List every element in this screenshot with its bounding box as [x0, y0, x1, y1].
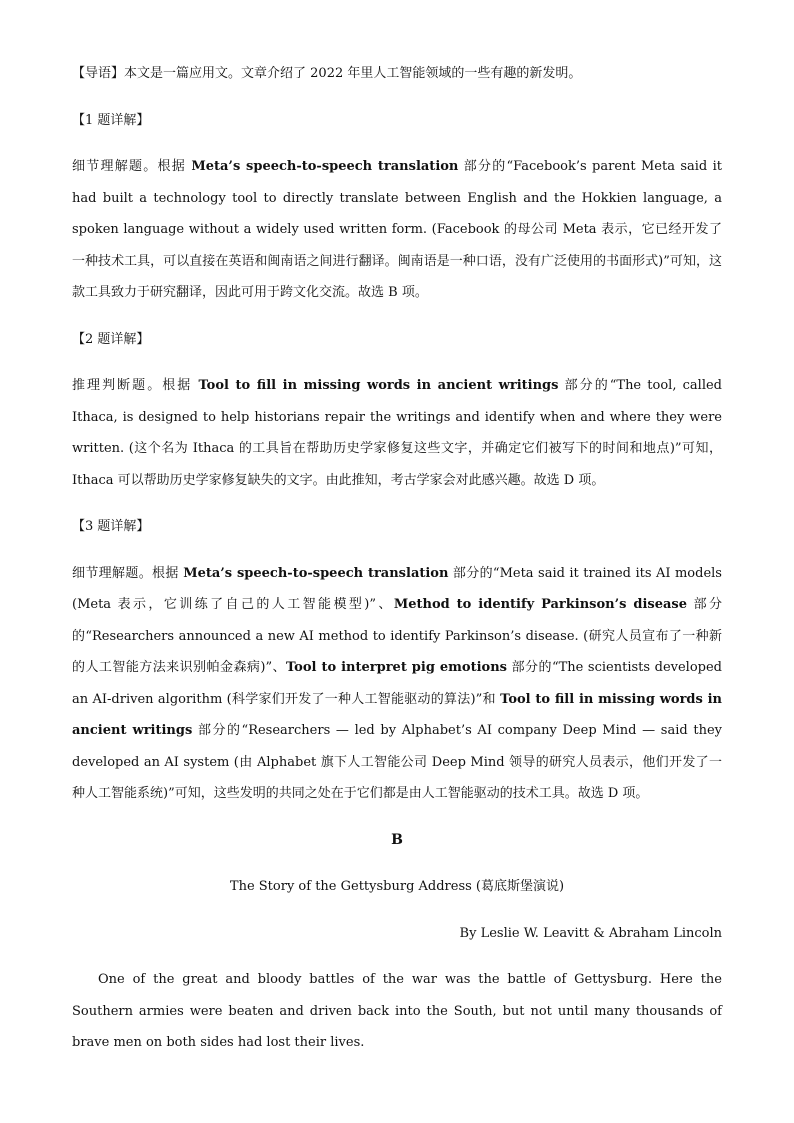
passage-paragraph: One of the great and bloody battles of the war was the battle of Gettysburg. Here the Southern armies were beaten and driven back into the South, but not until many thousands of brave men on both sides had lost their lives. [72, 972, 722, 1050]
q3-text: 部分的“Researchers announced a new AI method to identify Parkinson’s disease. (研究人员宣布了一种新的人工智能方法来识别帕金森病)”、 [72, 597, 722, 675]
intro-text: 本文是一篇应用文。文章介绍了 2022 年里人工智能领域的一些有趣的新发明。 [124, 66, 582, 81]
q3-text: 细节理解题。根据 [72, 565, 184, 581]
q2-heading: 【2 题详解】 [72, 331, 150, 347]
q2-text: 推理判断题。根据 [72, 378, 199, 393]
q3-text: 部分的“Researchers — led by Alphabet’s AI company Deep Mind — said they developed an AI system (由 Alphabet 旗下人工智能公司 Deep Mind 领导的研究人员表示，他们开发了一种人工智能系统)”可知，这些发明的共同之处在于它们都是由人工智能驱动的技术工具。故选 D 项。 [72, 723, 722, 801]
q1-explanation [72, 151, 722, 309]
q3-section-name: Tool to interpret pig emotions [286, 660, 507, 675]
section-letter: B [391, 831, 403, 848]
q1-section-name: Meta’s speech-to-speech translation [191, 159, 459, 174]
passage-byline: By Leslie W. Leavitt & Abraham Lincoln [459, 925, 722, 941]
q1-text: 细节理解题。根据 [72, 159, 192, 174]
q3-section-name: Method to identify Parkinson’s disease [393, 597, 688, 612]
q3-text: 部分的“The scientists developed an AI-driven algorithm (科学家们开发了一种人工智能驱动的算法)”和 [72, 660, 723, 707]
q3-text: 部分的“Meta said it trained its AI models (Meta 表示，它训练了自己的人工智能模型)”、 [72, 565, 722, 612]
passage-title: The Story of the Gettysburg Address (葛底斯堡演说) [229, 879, 565, 894]
document-page [72, 58, 722, 1059]
intro-label: 【导语】 [72, 66, 125, 81]
q3-explanation [72, 558, 722, 810]
q2-section-name: Tool to fill in missing words in ancient writings [198, 378, 559, 393]
q2-explanation [72, 370, 722, 496]
q3-heading: 【3 题详解】 [72, 519, 150, 534]
q1-text: 部分的“Facebook’s parent Meta said it had built a technology tool to directly translate between English and the Hokkien language, a spoken language without a widely used written form. (Facebook 的母公司 Meta 表示，它已经开发了一种技术工具，可以直接在英语和闽南语之间进行翻译。闽南语是一种口语，没有广泛使用的书面形式)”可知，这款工具致力于研究翻译，因此可用于跨文化交流。故选 B 项。 [72, 159, 722, 300]
intro-paragraph [72, 58, 722, 90]
q3-section-name: Tool to fill in missing words in ancient writings [72, 691, 722, 738]
q1-heading: 【1 题详解】 [72, 112, 150, 128]
q3-section-name: Meta’s speech-to-speech translation [183, 565, 449, 581]
q2-text: 部分的“The tool, called Ithaca, is designed to help historians repair the writings and identify when and where they were written. (这个名为 Ithaca 的工具旨在帮助历史学家修复这些文字，并确定它们被写下的时间和地点)”可知，Ithaca 可以帮助历史学家修复缺失的文字。由此推知，考古学家会对此感兴趣。故选 D 项。 [72, 378, 723, 488]
